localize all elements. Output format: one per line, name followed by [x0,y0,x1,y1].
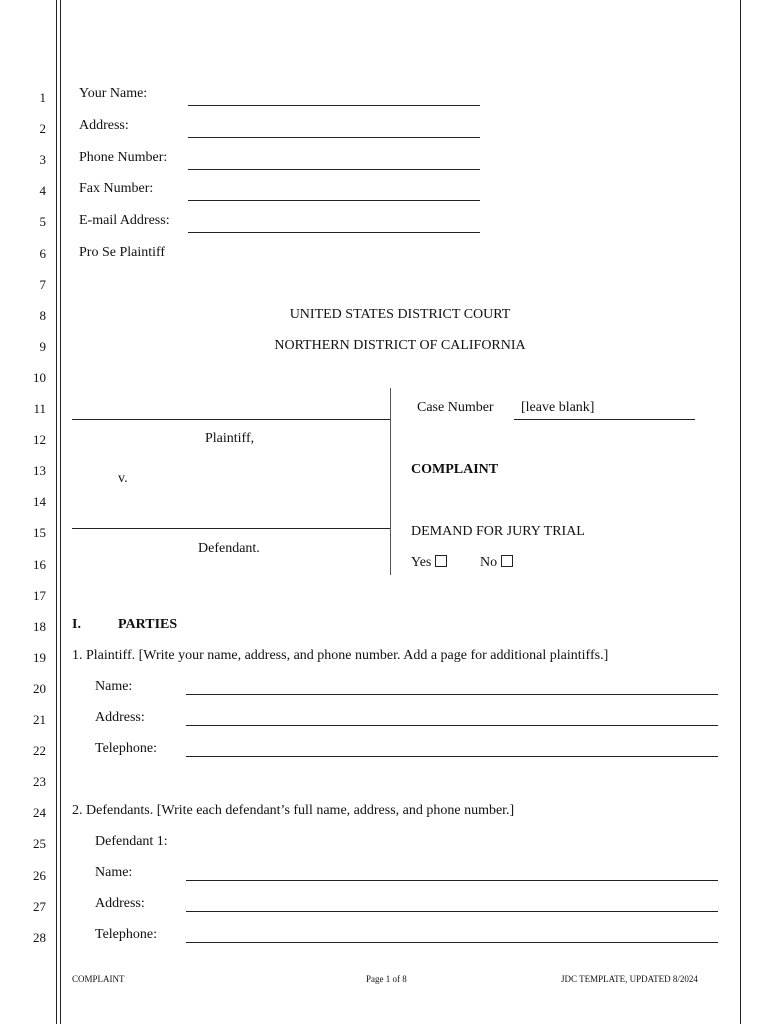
section-title: PARTIES [118,617,178,632]
jury-yes-label: Yes [411,555,432,570]
document-title: COMPLAINT [411,462,499,477]
defendant-1-label: Defendant 1: [95,834,168,849]
right-margin-line [740,0,741,1024]
case-number-field[interactable] [514,419,695,420]
jury-trial-demand: DEMAND FOR JURY TRIAL [411,524,585,539]
footer-right: JDC TEMPLATE, UPDATED 8/2024 [561,974,698,984]
defendant-name-label: Name: [95,865,133,880]
jury-yes-checkbox[interactable] [435,555,447,567]
defendant-name-input[interactable] [186,880,718,881]
plaintiff-instruction: 1. Plaintiff. [Write your name, address, and phone number. Add a page for additional plaintiffs.] [72,648,609,663]
line-number: 2 [39,121,46,137]
line-number: 15 [33,525,46,541]
line-number: 27 [33,898,46,914]
line-number: 7 [39,276,46,292]
line-number: 14 [33,494,46,510]
address-label: Address: [79,118,129,133]
email-address-label: E-mail Address: [79,213,170,228]
jury-yes-option[interactable] [411,555,447,571]
line-number: 24 [33,805,46,821]
line-number: 26 [33,867,46,883]
jury-no-label: No [480,555,498,570]
line-number: 23 [33,774,46,790]
section-numeral: I. [72,617,81,632]
defendant-address-input[interactable] [186,911,718,912]
line-number: 16 [33,556,46,572]
plaintiff-telephone-input[interactable] [186,756,718,757]
line-number: 8 [39,307,46,323]
plaintiff-address-input[interactable] [186,725,718,726]
your-name-label: Your Name: [79,86,148,101]
caption-divider [390,388,391,575]
court-district: NORTHERN DISTRICT OF CALIFORNIA [274,338,526,353]
line-number: 12 [33,432,46,448]
plaintiff-caption: Plaintiff, [205,431,255,446]
line-number: 18 [33,618,46,634]
your-name-field[interactable] [188,105,480,106]
phone-number-field[interactable] [188,169,480,170]
line-number: 25 [33,836,46,852]
line-number: 10 [33,369,46,385]
line-number: 3 [39,152,46,168]
line-number: 5 [39,214,46,230]
email-address-field[interactable] [188,232,480,233]
line-number: 11 [33,401,46,416]
plaintiff-name-field[interactable] [72,419,390,420]
line-number: 19 [33,649,46,665]
line-number: 6 [39,245,46,261]
footer-left: COMPLAINT [72,974,125,984]
line-number: 17 [33,587,46,603]
plaintiff-name-input[interactable] [186,694,718,695]
defendant-telephone-label: Telephone: [95,927,157,942]
left-margin-line-inner [60,0,61,1024]
case-number-value: [leave blank] [521,400,595,415]
footer-page-number: Page 1 of 8 [366,974,407,984]
case-number-label: Case Number [417,400,494,415]
line-number: 21 [33,712,46,727]
plaintiff-telephone-label: Telephone: [95,741,157,756]
jury-no-option[interactable] [480,555,513,571]
fax-number-field[interactable] [188,200,480,201]
line-number: 20 [33,680,46,696]
line-number: 4 [39,183,46,199]
plaintiff-address-label: Address: [95,710,145,725]
fax-number-label: Fax Number: [79,181,154,196]
line-number: 1 [39,90,46,105]
versus-label: v. [118,471,128,486]
jury-no-checkbox[interactable] [501,555,513,567]
defendants-instruction: 2. Defendants. [Write each defendant’s full name, address, and phone number.] [72,803,515,818]
defendant-caption: Defendant. [198,541,260,556]
line-number: 13 [33,463,46,479]
plaintiff-name-label: Name: [95,679,133,694]
defendant-address-label: Address: [95,896,145,911]
line-number: 9 [39,338,46,354]
phone-number-label: Phone Number: [79,150,168,165]
court-name: UNITED STATES DISTRICT COURT [289,307,511,322]
pro-se-plaintiff-label: Pro Se Plaintiff [79,245,166,260]
address-field[interactable] [188,137,480,138]
left-margin-line-outer [56,0,57,1024]
defendant-telephone-input[interactable] [186,942,718,943]
defendant-name-field[interactable] [72,528,390,529]
line-number: 28 [33,929,46,945]
line-number: 22 [33,743,46,759]
